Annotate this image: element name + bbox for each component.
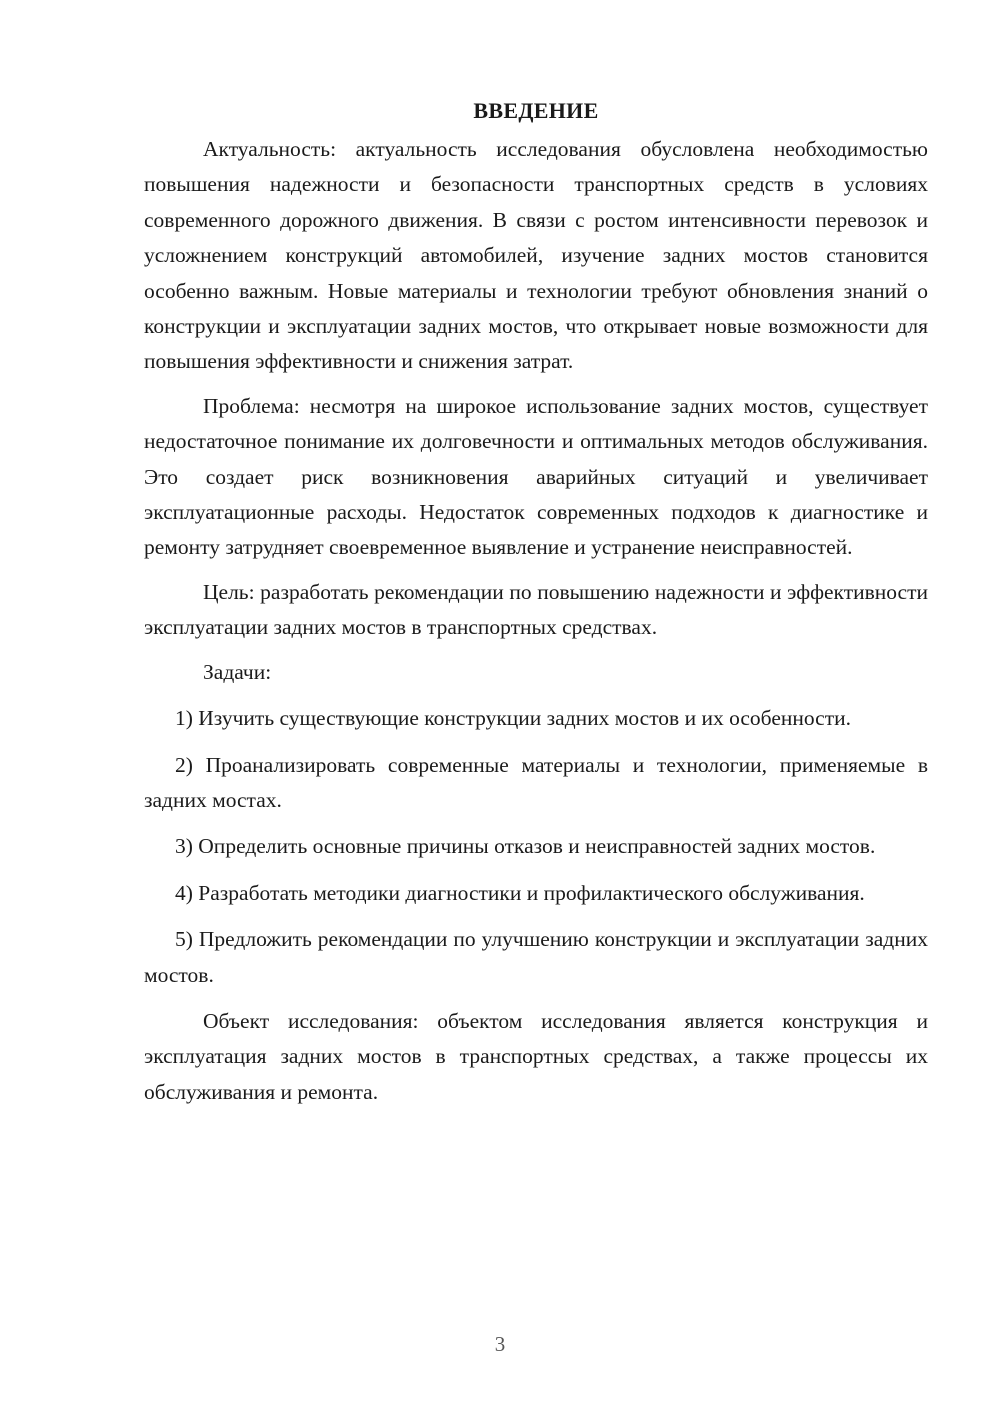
page-number: 3	[494, 1332, 506, 1356]
task-item-5: 5) Предложить рекомендации по улучшению конструкции и эксплуатации задних мостов.	[144, 927, 928, 987]
paragraph-relevance: Актуальность: актуальность исследования обусловлена необходимостью повышения надежности и безопасности транспортных средств в условиях современного дорожного движения. В связи с ростом интенсивности перевозок и усложнением конструкций автомобилей, изучение задних мостов становится особенно важным. Новые материалы и технологии требуют обновления знаний о конструкции и эксплуатации задних мостов, что открывает новые возможности для повышения эффективности и снижения затрат.	[144, 137, 928, 374]
paragraph-problem: Проблема: несмотря на широкое использование задних мостов, существует недостаточное понимание их долговечности и оптимальных методов обслуживания. Это создает риск возникновения аварийных ситуаций и увеличивает эксплуатационные расходы. Недостаток современных подходов к диагностике и ремонту затрудняет своевременное выявление и устранение неисправностей.	[144, 393, 928, 560]
document-page	[144, 96, 928, 1110]
task-item-2: 2) Проанализировать современные материалы и технологии, применяемые в задних мостах.	[144, 752, 928, 812]
task-item-4: 4) Разработать методики диагностики и профилактического обслуживания.	[175, 880, 865, 905]
tasks-heading: Задачи:	[203, 659, 272, 684]
task-item-1: 1) Изучить существующие конструкции задних мостов и их особенности.	[175, 706, 851, 731]
task-item-3: 3) Определить основные причины отказов и неисправностей задних мостов.	[175, 834, 876, 859]
paragraph-goal: Цель: разработать рекомендации по повышению надежности и эффективности эксплуатации задних мостов в транспортных средствах.	[144, 579, 928, 640]
paragraph-object: Объект исследования: объектом исследования является конструкция и эксплуатация задних мостов в транспортных средствах, а также процессы их обслуживания и ремонта.	[144, 1008, 928, 1104]
section-title: ВВЕДЕНИЕ	[473, 98, 599, 123]
